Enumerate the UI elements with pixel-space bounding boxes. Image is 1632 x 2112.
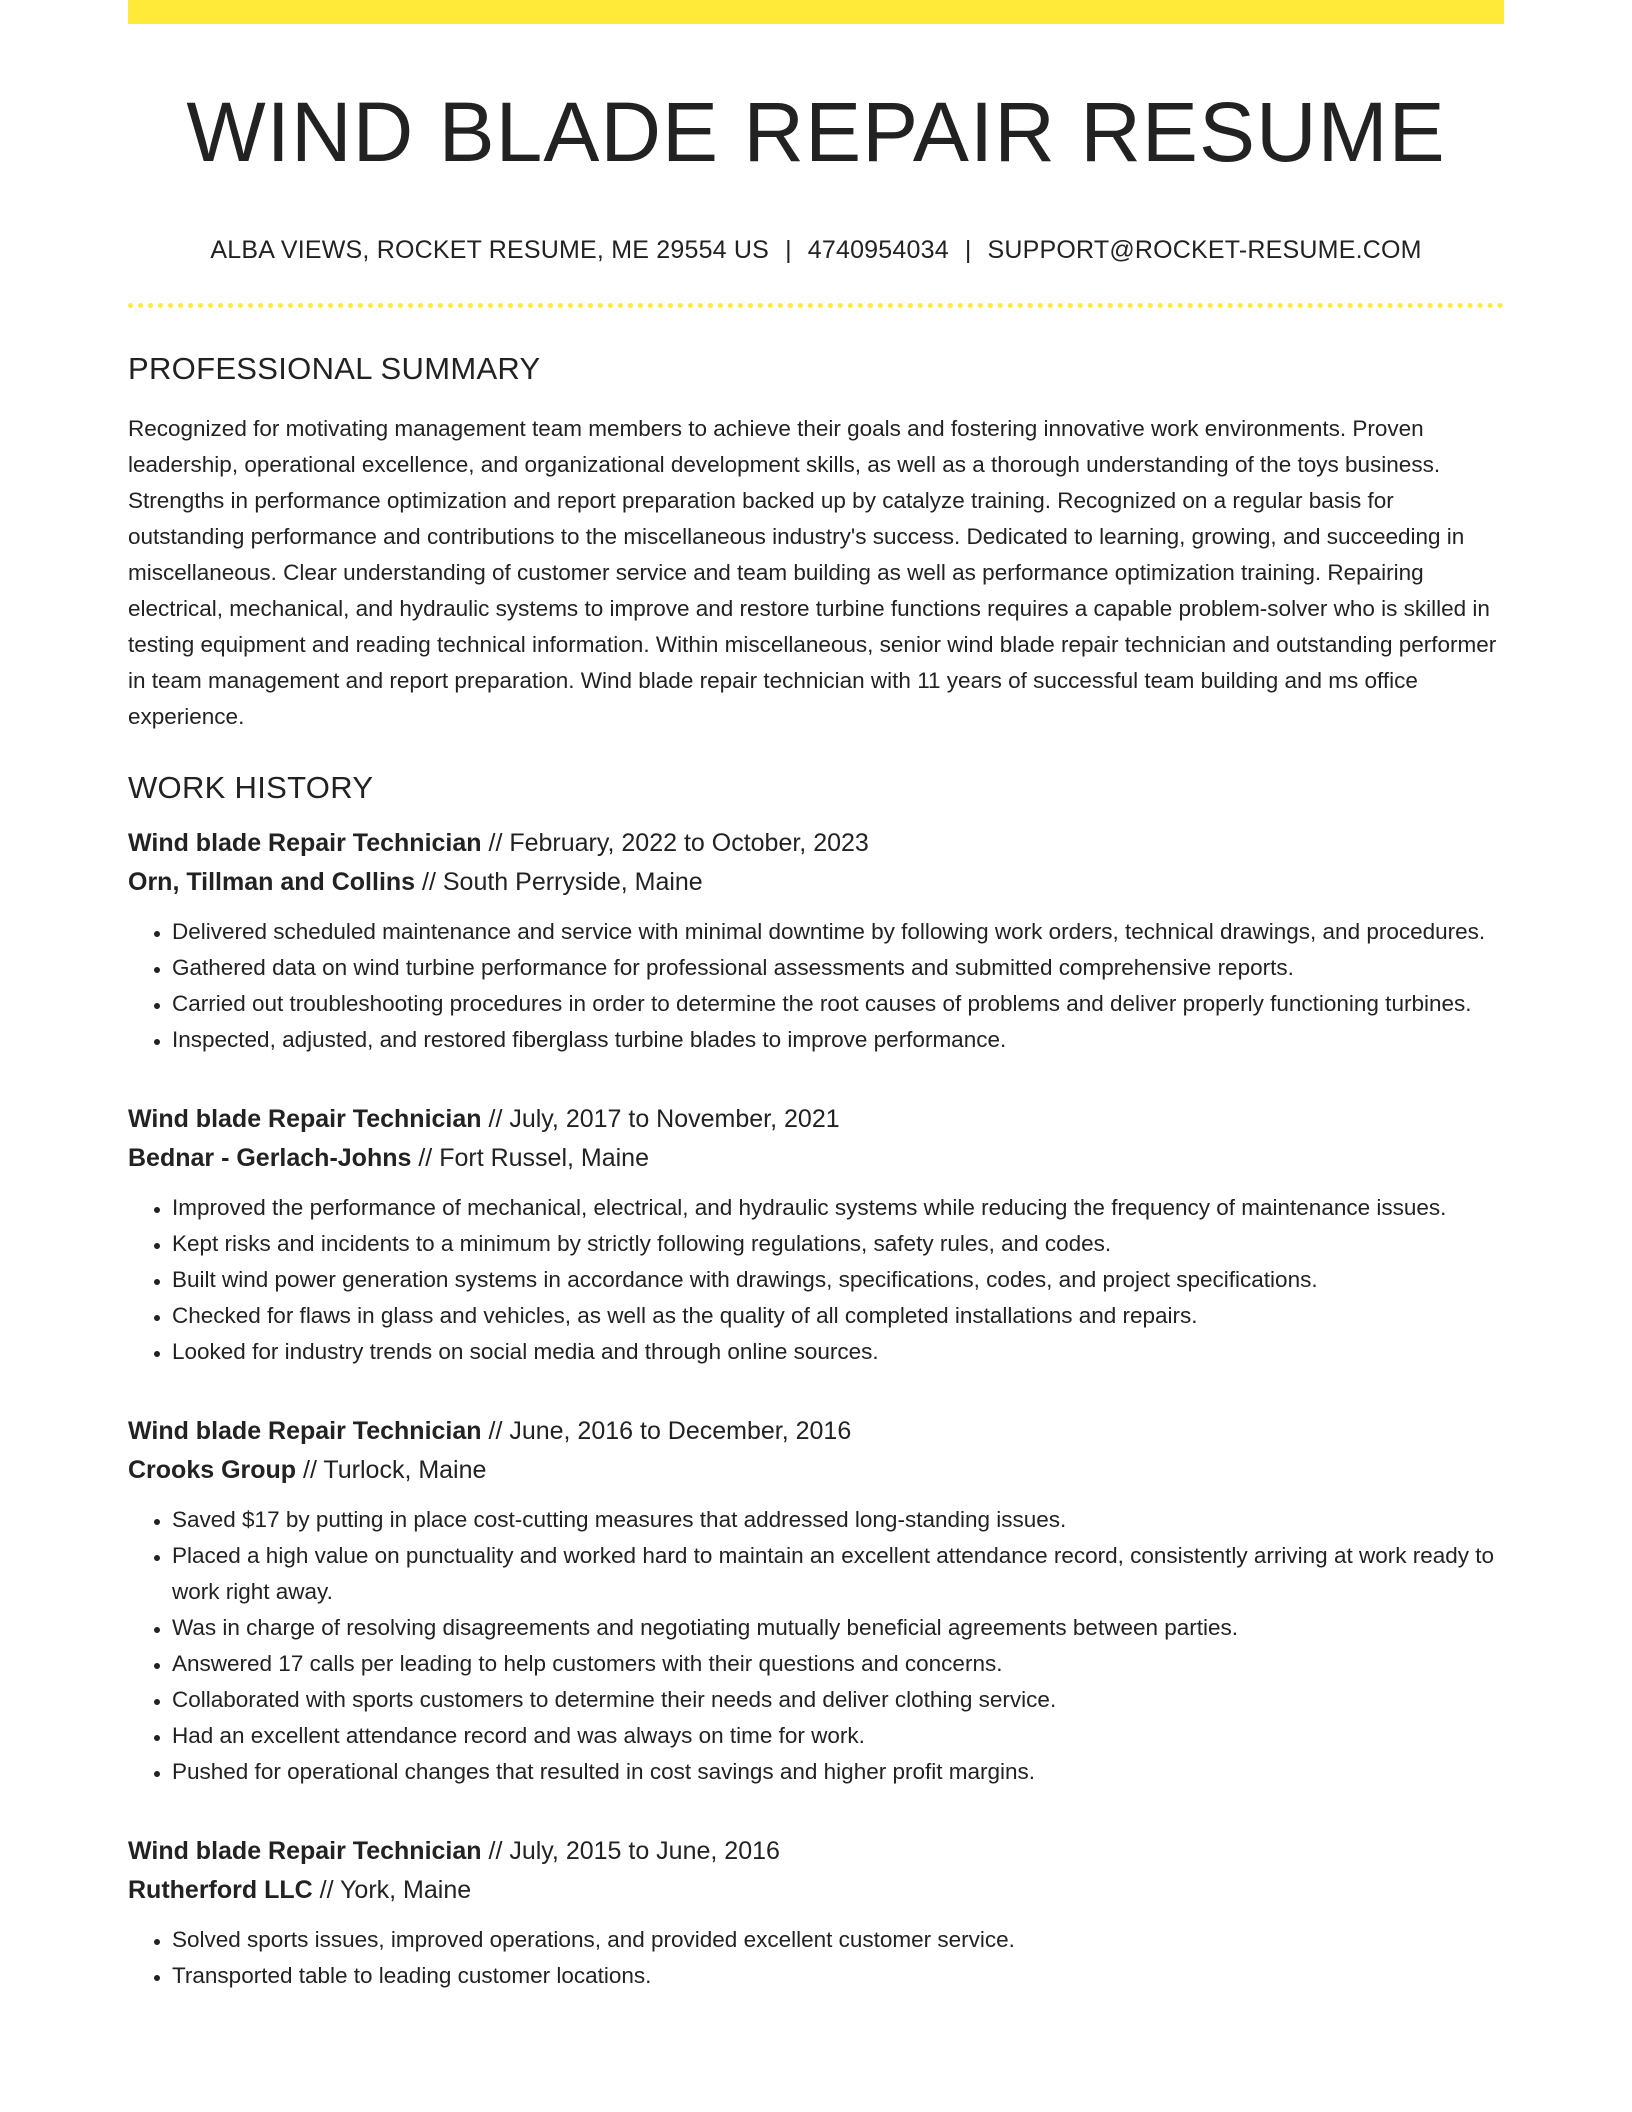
job-role-line xyxy=(128,1100,1504,1139)
job-dates: // July, 2015 to June, 2016 xyxy=(481,1837,780,1866)
contact-separator: | xyxy=(964,235,972,264)
job-role-line xyxy=(128,1832,1504,1871)
job-company-line xyxy=(128,863,1504,902)
job-bullet: • Inspected, adjusted, and restored fiberglass turbine blades to improve performance. xyxy=(172,1022,1504,1058)
job-company-line xyxy=(128,1451,1504,1490)
job-bullet: • Collaborated with sports customers to determine their needs and deliver clothing service. xyxy=(172,1682,1504,1718)
job-bullet: • Improved the performance of mechanical, electrical, and hydraulic systems while reducing the frequency of maintenance issues. xyxy=(172,1190,1504,1226)
job-dates: // July, 2017 to November, 2021 xyxy=(481,1105,840,1134)
job-role: Wind blade Repair Technician xyxy=(128,1417,482,1446)
job-entry xyxy=(128,1412,1504,1790)
contact-line xyxy=(128,235,1504,265)
job-bullet: • Kept risks and incidents to a minimum by strictly following regulations, safety rules, and codes. xyxy=(172,1226,1504,1262)
job-bullet: • Answered 17 calls per leading to help customers with their questions and concerns. xyxy=(172,1646,1504,1682)
job-bullet: • Looked for industry trends on social media and through online sources. xyxy=(172,1334,1504,1370)
job-bullet: • Placed a high value on punctuality and worked hard to maintain an excellent attendance record, consistently arriving at work ready to work right away. xyxy=(172,1538,1504,1610)
job-role: Wind blade Repair Technician xyxy=(128,829,482,858)
job-entry xyxy=(128,1832,1504,1994)
section-title-work-history: WORK HISTORY xyxy=(128,769,374,805)
resume-title: WIND BLADE REPAIR RESUME xyxy=(186,85,1446,179)
job-bullet: • Saved $17 by putting in place cost-cutting measures that addressed long-standing issues. xyxy=(172,1502,1504,1538)
job-role-line xyxy=(128,824,1504,863)
section-title-summary: PROFESSIONAL SUMMARY xyxy=(128,350,541,386)
job-bullet: • Transported table to leading customer locations. xyxy=(172,1958,1504,1994)
job-location: // York, Maine xyxy=(312,1876,472,1905)
job-bullet: • Was in charge of resolving disagreements and negotiating mutually beneficial agreements between parties. xyxy=(172,1610,1504,1646)
job-dates: // February, 2022 to October, 2023 xyxy=(481,829,869,858)
job-company: Rutherford LLC xyxy=(128,1876,313,1905)
resume-page xyxy=(128,0,1504,1994)
job-entry xyxy=(128,824,1504,1058)
job-role-line xyxy=(128,1412,1504,1451)
job-bullet: • Gathered data on wind turbine performance for professional assessments and submitted comprehensive reports. xyxy=(172,950,1504,986)
job-company: Crooks Group xyxy=(128,1456,297,1485)
dotted-divider xyxy=(128,303,1504,308)
job-bullet: • Solved sports issues, improved operations, and provided excellent customer service. xyxy=(172,1922,1504,1958)
job-bullet: • Carried out troubleshooting procedures in order to determine the root causes of problems and deliver properly functioning turbines. xyxy=(172,986,1504,1022)
job-dates: // June, 2016 to December, 2016 xyxy=(481,1417,852,1446)
job-company: Orn, Tillman and Collins xyxy=(128,868,416,897)
job-bullets xyxy=(128,1502,1504,1790)
job-location: // Turlock, Maine xyxy=(296,1456,487,1485)
job-company-line xyxy=(128,1871,1504,1910)
job-role: Wind blade Repair Technician xyxy=(128,1105,482,1134)
job-bullet: • Had an excellent attendance record and was always on time for work. xyxy=(172,1718,1504,1754)
contact-address: ALBA VIEWS, ROCKET RESUME, ME 29554 US xyxy=(210,235,770,264)
job-location: // South Perryside, Maine xyxy=(415,868,703,897)
contact-phone: 4740954034 xyxy=(807,235,949,264)
job-bullet: • Pushed for operational changes that resulted in cost savings and higher profit margins. xyxy=(172,1754,1504,1790)
job-bullets xyxy=(128,1190,1504,1370)
job-entry xyxy=(128,1100,1504,1370)
accent-top-bar xyxy=(128,0,1504,24)
job-bullet: • Delivered scheduled maintenance and service with minimal downtime by following work orders, technical drawings, and procedures. xyxy=(172,914,1504,950)
job-location: // Fort Russel, Maine xyxy=(411,1144,649,1173)
job-bullets xyxy=(128,914,1504,1058)
job-bullets xyxy=(128,1922,1504,1994)
job-bullet: • Built wind power generation systems in accordance with drawings, specifications, codes, and project specifications. xyxy=(172,1262,1504,1298)
contact-email: SUPPORT@ROCKET-RESUME.COM xyxy=(987,235,1422,264)
job-role: Wind blade Repair Technician xyxy=(128,1837,482,1866)
job-company-line xyxy=(128,1139,1504,1178)
job-company: Bednar - Gerlach-Johns xyxy=(128,1144,412,1173)
contact-separator: | xyxy=(785,235,792,264)
summary-text: Recognized for motivating management team members to achieve their goals and fostering innovative work environments. Proven leadership, operational excellence, and organizational development skills, as well as a thorough understanding of the toys business. Strengths in performance optimization and report preparation backed up by catalyze training. Recognized on a regular basis for outstanding performance and contributions to the miscellaneous industry's success. Dedicated to learning, growing, and succeeding in miscellaneous. Clear understanding of customer service and team building as well as performance optimization training. Repairing electrical, mechanical, and hydraulic systems to improve and restore turbine functions requires a capable problem-solver who is skilled in testing equipment and reading technical information. Within miscellaneous, senior wind blade repair technician and outstanding performer in team management and report preparation. Wind blade repair technician with 11 years of successful team building and ms office experience. xyxy=(128,415,1497,729)
job-bullet: • Checked for flaws in glass and vehicles, as well as the quality of all completed installations and repairs. xyxy=(172,1298,1504,1334)
